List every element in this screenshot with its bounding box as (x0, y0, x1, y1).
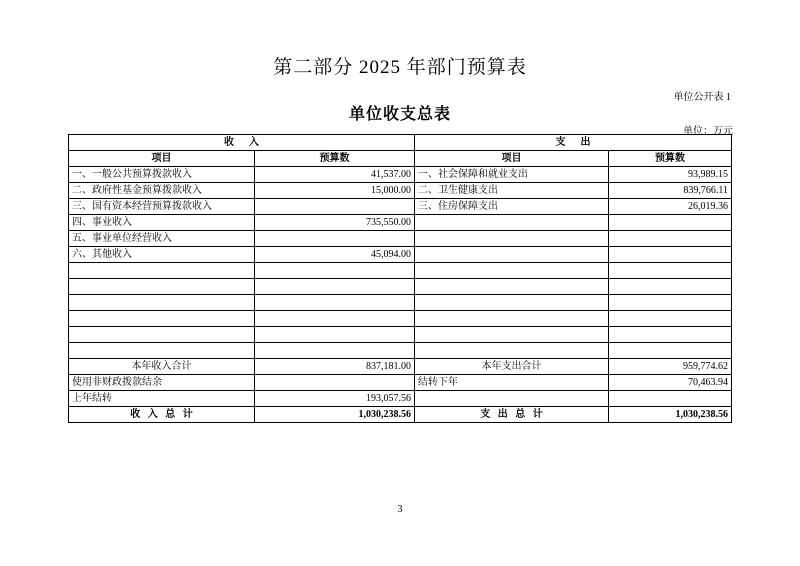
page-number: 3 (397, 504, 403, 515)
income-value-cell: 41,537.00 (255, 167, 415, 183)
empty-cell (609, 391, 732, 407)
expense-value-cell: 839,766.11 (609, 183, 732, 199)
table-row (69, 263, 732, 279)
income-item-cell: 三、国有资本经营预算拨款收入 (69, 199, 255, 215)
year-income-total-label: 本年收入合计 (69, 359, 255, 375)
expense-value-cell: 93,989.15 (609, 167, 732, 183)
expense-value-cell: 26,019.36 (609, 199, 732, 215)
income-value-cell: 15,000.00 (255, 183, 415, 199)
table-row (69, 215, 732, 231)
income-value-cell (255, 295, 415, 311)
expense-value-cell (609, 215, 732, 231)
expense-item-cell (415, 215, 609, 231)
expense-section-header: 支 出 (415, 135, 732, 151)
last-year-value: 193,057.56 (255, 391, 415, 407)
last-year-row (69, 391, 732, 407)
expense-item-cell (415, 231, 609, 247)
expense-grand-total-value: 1,030,238.56 (609, 407, 732, 423)
income-value-cell (255, 311, 415, 327)
unit-label: 单位：万元 (683, 126, 733, 137)
budget-table (68, 134, 732, 423)
grand-total-row (69, 407, 732, 423)
income-value-cell (255, 231, 415, 247)
year-total-row (69, 359, 732, 375)
table-row (69, 311, 732, 327)
income-value-cell (255, 263, 415, 279)
income-item-cell (69, 295, 255, 311)
income-item-column-header: 项目 (69, 151, 255, 167)
income-value-cell (255, 199, 415, 215)
table-row (69, 183, 732, 199)
income-grand-total-label: 收 入 总 计 (69, 407, 255, 423)
table-row (69, 343, 732, 359)
carry-forward-label: 结转下年 (415, 375, 609, 391)
income-item-cell: 一、一般公共预算拨款收入 (69, 167, 255, 183)
expense-budget-column-header: 预算数 (609, 151, 732, 167)
income-value-cell: 735,550.00 (255, 215, 415, 231)
part-title: 第二部分 2025 年部门预算表 (273, 57, 527, 78)
table-row (69, 167, 732, 183)
expense-item-cell (415, 327, 609, 343)
expense-value-cell (609, 295, 732, 311)
income-value-cell (255, 327, 415, 343)
income-item-cell (69, 263, 255, 279)
table-section-header-row (69, 135, 732, 151)
table-row (69, 247, 732, 263)
last-year-label: 上年结转 (69, 391, 255, 407)
year-income-total-value: 837,181.00 (255, 359, 415, 375)
income-item-cell (69, 327, 255, 343)
expense-item-cell (415, 343, 609, 359)
nonfiscal-balance-label: 使用非财政拨款结余 (69, 375, 255, 391)
expense-item-cell (415, 295, 609, 311)
expense-item-cell: 一、社会保障和就业支出 (415, 167, 609, 183)
empty-cell (415, 391, 609, 407)
expense-item-column-header: 项目 (415, 151, 609, 167)
expense-item-cell: 二、卫生健康支出 (415, 183, 609, 199)
expense-value-cell (609, 343, 732, 359)
expense-item-cell (415, 311, 609, 327)
income-item-cell: 二、政府性基金预算拨款收入 (69, 183, 255, 199)
expense-item-cell (415, 247, 609, 263)
income-value-cell (255, 343, 415, 359)
expense-value-cell (609, 279, 732, 295)
income-item-cell (69, 279, 255, 295)
expense-value-cell (609, 263, 732, 279)
income-grand-total-value: 1,030,238.56 (255, 407, 415, 423)
table-column-header-row (69, 151, 732, 167)
income-item-cell: 四、事业收入 (69, 215, 255, 231)
table-row (69, 327, 732, 343)
expense-item-cell (415, 279, 609, 295)
table-row (69, 279, 732, 295)
expense-item-cell: 三、住房保障支出 (415, 199, 609, 215)
year-expense-total-label: 本年支出合计 (415, 359, 609, 375)
expense-value-cell (609, 231, 732, 247)
income-item-cell (69, 343, 255, 359)
table-row (69, 295, 732, 311)
income-budget-column-header: 预算数 (255, 151, 415, 167)
income-item-cell (69, 311, 255, 327)
table-number: 单位公开表 1 (673, 92, 731, 103)
expense-item-cell (415, 263, 609, 279)
table-title: 单位收支总表 (348, 106, 451, 123)
carry-forward-value: 70,463.94 (609, 375, 732, 391)
expense-value-cell (609, 311, 732, 327)
expense-value-cell (609, 247, 732, 263)
nonfiscal-balance-value (255, 375, 415, 391)
balance-row (69, 375, 732, 391)
year-expense-total-value: 959,774.62 (609, 359, 732, 375)
expense-value-cell (609, 327, 732, 343)
income-value-cell: 45,094.00 (255, 247, 415, 263)
income-item-cell: 六、其他收入 (69, 247, 255, 263)
table-row (69, 199, 732, 215)
income-section-header: 收 入 (69, 135, 415, 151)
table-row (69, 231, 732, 247)
income-value-cell (255, 279, 415, 295)
expense-grand-total-label: 支 出 总 计 (415, 407, 609, 423)
income-item-cell: 五、事业单位经营收入 (69, 231, 255, 247)
